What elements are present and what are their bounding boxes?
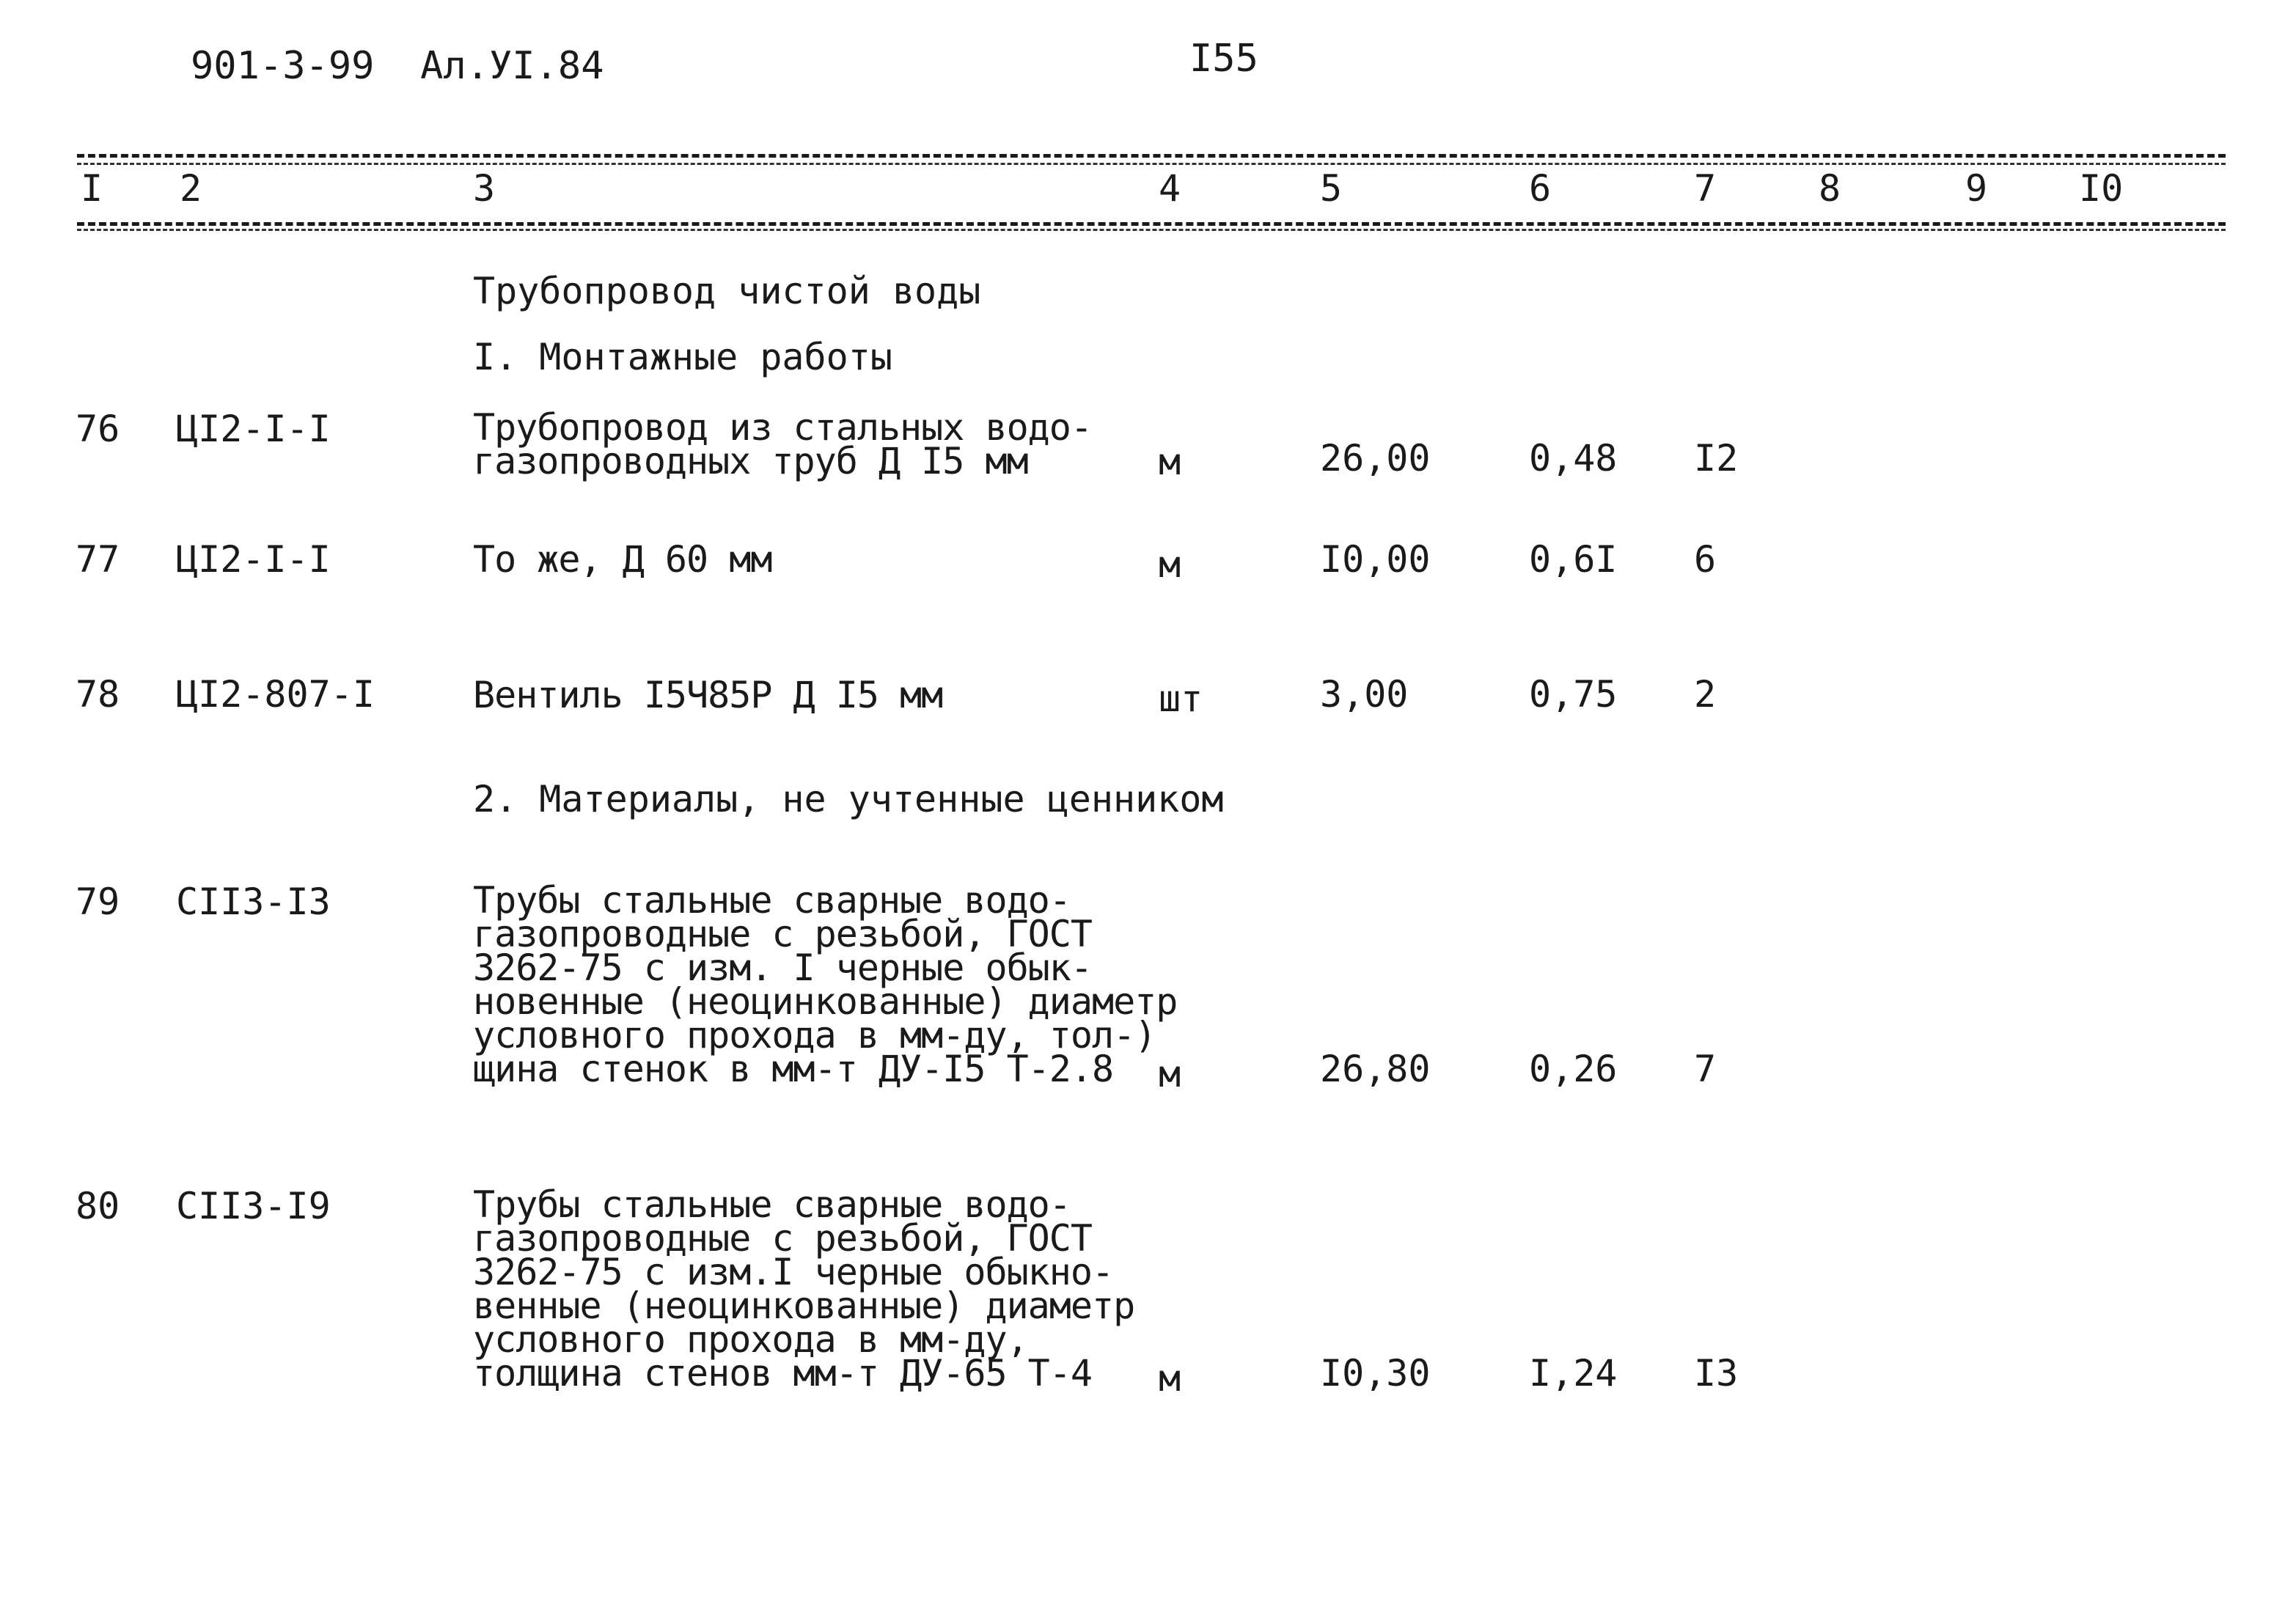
row-unit: шт: [1159, 677, 1203, 720]
row-description: То же, Д 60 мм: [473, 538, 772, 581]
column-header-2: 2: [180, 167, 202, 210]
row-unit: м: [1159, 543, 1181, 586]
row-col6: 0,48: [1529, 437, 1618, 480]
row-description: Трубы стальные сварные водо- газопроводные с резьбой, ГОСТ 3262-75 с изм.I черные обыкно- венные (неоцинкованные) диаметр условного прохода в мм-ду, толщина стенов мм-т ДУ-65 Т-4: [473, 1183, 1135, 1395]
row-description: Вентиль I5Ч85Р Д I5 мм: [473, 674, 943, 716]
section-title-materials: 2. Материалы, не учтенные ценником: [473, 778, 1224, 820]
row-number: 77: [76, 538, 120, 581]
column-header-3: 3: [473, 167, 496, 210]
row-col7: 7: [1694, 1048, 1717, 1090]
column-header-5: 5: [1320, 167, 1343, 210]
column-header-8: 8: [1819, 167, 1841, 210]
row-col6: 0,26: [1529, 1048, 1618, 1090]
row-col7: I2: [1694, 437, 1739, 480]
row-col6: 0,6I: [1529, 538, 1618, 581]
column-header-4: 4: [1159, 167, 1181, 210]
row-quantity: I0,30: [1320, 1352, 1431, 1395]
row-col6: I,24: [1529, 1352, 1618, 1395]
row-quantity: 26,00: [1320, 437, 1431, 480]
section-title-installation: I. Монтажные работы: [473, 336, 892, 378]
row-number: 78: [76, 673, 120, 716]
row-col6: 0,75: [1529, 673, 1618, 716]
page-number: I55: [1189, 37, 1258, 81]
row-code: СII3-I9: [176, 1185, 331, 1227]
row-code: ЦI2-I-I: [176, 408, 331, 450]
row-unit: м: [1159, 1053, 1181, 1095]
column-header-7: 7: [1694, 167, 1717, 210]
row-unit: м: [1159, 1357, 1181, 1400]
document-code: 901-3-99 Ал.УI.84: [191, 44, 604, 88]
row-number: 80: [76, 1185, 120, 1227]
row-col7: 2: [1694, 673, 1717, 716]
row-code: СII3-I3: [176, 881, 331, 923]
column-header-10: I0: [2079, 167, 2124, 210]
row-description: Трубы стальные сварные водо- газопроводные с резьбой, ГОСТ 3262-75 с изм. I черные обык- новенные (неоцинкованные) диаметр условного прохода в мм-ду, тол-) щина стенок в мм-т ДУ-I5 Т-2.8: [473, 879, 1178, 1090]
row-number: 76: [76, 408, 120, 450]
row-quantity: I0,00: [1320, 538, 1431, 581]
column-header-9: 9: [1965, 167, 1988, 210]
table-header-bottom-rule-inner: [77, 229, 2226, 231]
table-header-bottom-rule: [77, 222, 2226, 226]
row-number: 79: [76, 881, 120, 923]
row-quantity: 3,00: [1320, 673, 1409, 716]
row-code: ЦI2-I-I: [176, 538, 331, 581]
column-header-1: I: [81, 167, 103, 210]
row-code: ЦI2-807-I: [176, 673, 375, 716]
row-col7: I3: [1694, 1352, 1739, 1395]
table-top-rule-inner: [77, 163, 2226, 165]
row-col7: 6: [1694, 538, 1717, 581]
row-quantity: 26,80: [1320, 1048, 1431, 1090]
column-header-6: 6: [1529, 167, 1552, 210]
row-unit: м: [1159, 441, 1181, 483]
section-title-pipeline: Трубопровод чистой воды: [473, 270, 981, 312]
table-top-rule: [77, 154, 2226, 158]
row-description: Трубопровод из стальных водо- газопроводных труб Д I5 мм: [473, 406, 1092, 482]
